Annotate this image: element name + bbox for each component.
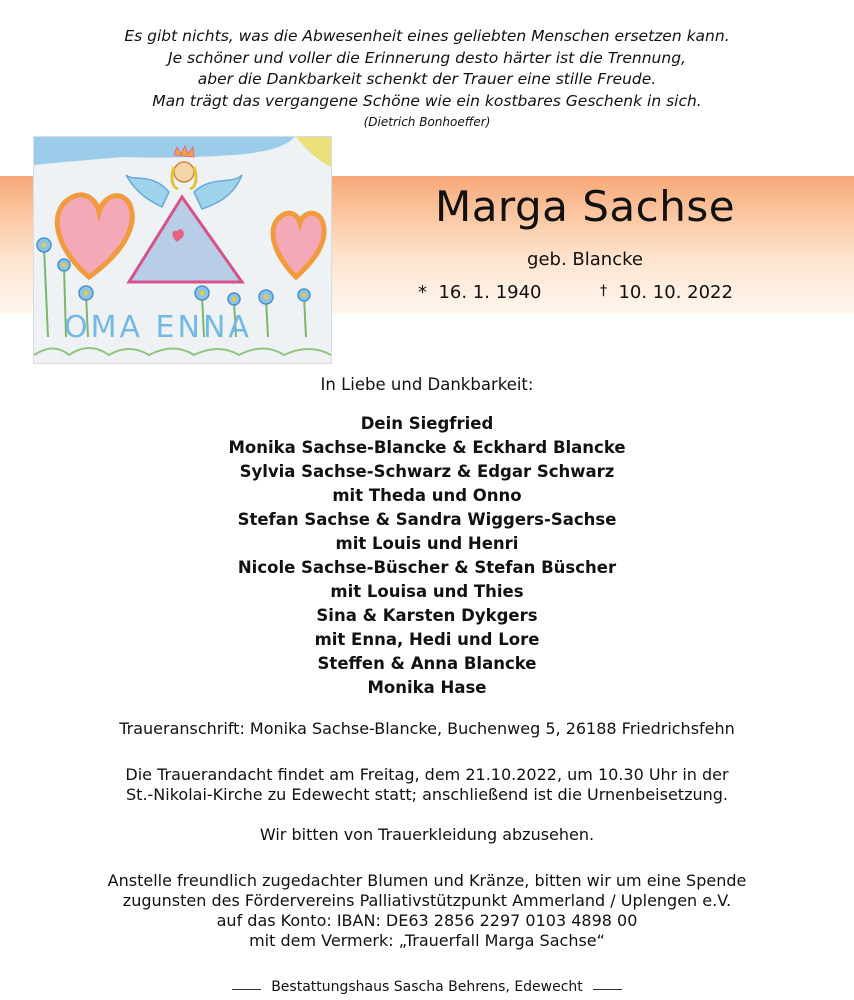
death-cross-icon: † [600, 283, 607, 299]
child-drawing [33, 136, 332, 364]
quote-line: Es gibt nichts, was die Abwesenheit eines geliebten Menschen ersetzen kann. [124, 27, 730, 45]
mourner-name: mit Theda und Onno [332, 486, 522, 505]
mourning-address: Traueranschrift: Monika Sachse-Blancke, Buchenweg 5, 26188 Friedrichsfehn [119, 719, 735, 738]
birth-date-group [418, 282, 542, 303]
funeral-home-name: Bestattungshaus Sascha Behrens, Edewecht [261, 979, 593, 995]
birth-date: 16. 1. 1940 [438, 282, 542, 303]
quote-author: (Dietrich Bonhoeffer) [363, 115, 491, 129]
bonhoeffer-quote [0, 26, 854, 132]
mourner-name: Steffen & Anna Blancke [317, 654, 537, 673]
dress-note: Wir bitten von Trauerkleidung abzusehen. [259, 825, 595, 844]
donation-line: mit dem Vermerk: „Trauerfall Marga Sachse“ [249, 931, 605, 950]
birth-star-icon: * [418, 282, 427, 303]
service-info [0, 765, 854, 805]
mourners-list [0, 412, 854, 700]
donation-line: Anstelle freundlich zugedachter Blumen und Kränze, bitten wir um eine Spende [107, 871, 747, 890]
donation-line: auf das Konto: IBAN: DE63 2856 2297 0103 4898 00 [216, 911, 638, 930]
service-line: Die Trauerandacht findet am Freitag, dem 21.10.2022, um 10.30 Uhr in der [125, 765, 729, 784]
mourner-name: mit Louisa und Thies [330, 582, 524, 601]
quote-line: Je schöner und voller die Erinnerung desto härter ist die Trennung, [168, 48, 686, 67]
death-date-group [600, 282, 733, 303]
mourner-name: Sina & Karsten Dykgers [316, 606, 538, 625]
mourner-name: mit Louis und Henri [335, 534, 519, 553]
death-date: 10. 10. 2022 [618, 282, 733, 303]
mourner-name: Nicole Sachse-Büscher & Stefan Büscher [237, 558, 617, 577]
mourner-name: Monika Hase [367, 678, 487, 697]
donation-info [0, 871, 854, 951]
birth-name: geb. Blancke [527, 249, 643, 270]
quote-line: aber die Dankbarkeit schenkt der Trauer eine stille Freude. [197, 70, 657, 88]
mourner-name: Dein Siegfried [360, 414, 494, 433]
mourners-intro: In Liebe und Dankbarkeit: [320, 375, 534, 394]
mourner-name: Sylvia Sachse-Schwarz & Edgar Schwarz [239, 462, 615, 481]
mourner-name: mit Enna, Hedi und Lore [314, 630, 540, 649]
drawing-caption: OMA ENNA [64, 310, 252, 345]
funeral-home [0, 979, 854, 995]
child-drawing-art [34, 137, 331, 363]
mourner-name: Stefan Sachse & Sandra Wiggers-Sachse [237, 510, 617, 529]
quote-line: Man trägt das vergangene Schöne wie ein kostbares Geschenk in sich. [152, 91, 702, 110]
mourner-name: Monika Sachse-Blancke & Eckhard Blancke [228, 438, 626, 457]
service-line: St.-Nikolai-Kirche zu Edewecht statt; anschließend ist die Urnenbeisetzung. [126, 785, 728, 804]
donation-line: zugunsten des Fördervereins Palliativstützpunkt Ammerland / Uplengen e.V. [122, 891, 732, 910]
deceased-name: Marga Sachse [434, 182, 736, 231]
